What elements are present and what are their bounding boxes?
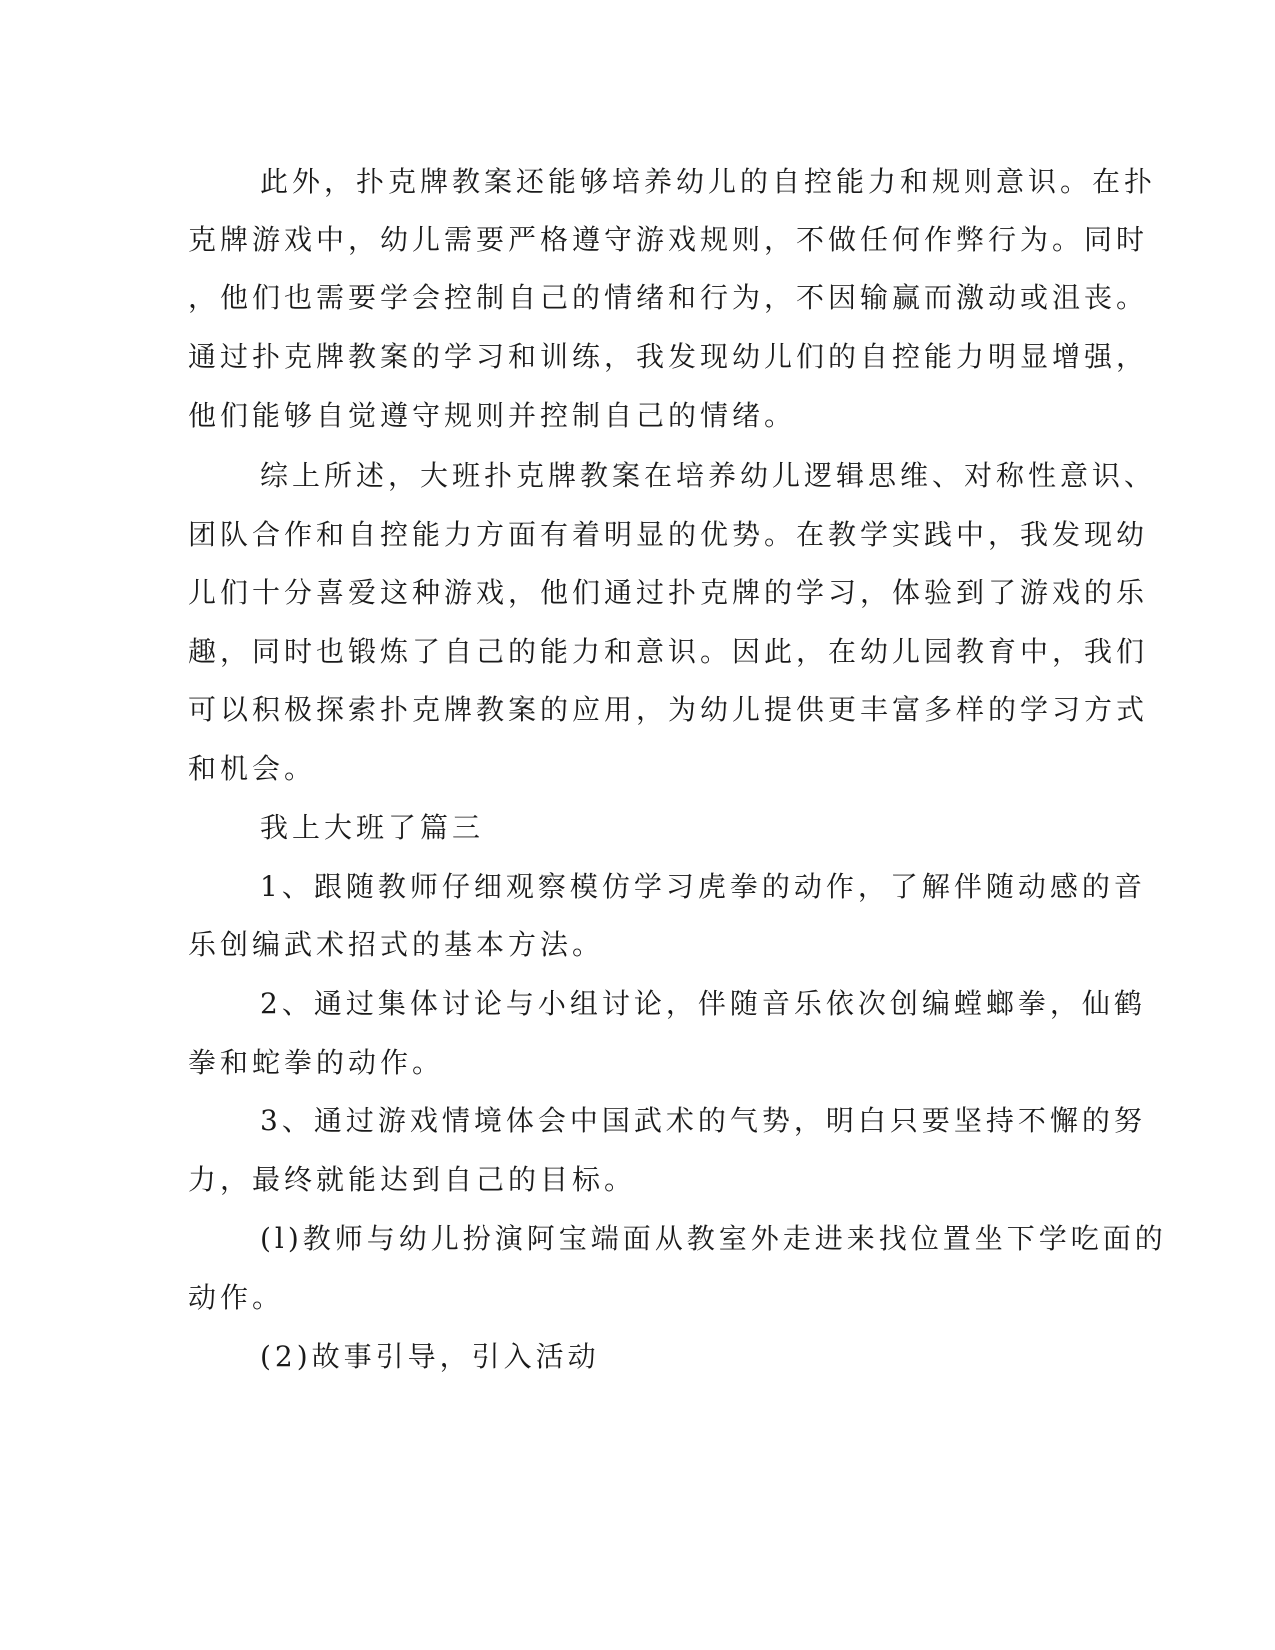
list-item-continuation: 拳和蛇拳的动作。 — [188, 1046, 445, 1079]
list-item: (2)故事引导，引入活动 — [260, 1340, 600, 1373]
paragraph-line: 儿们十分喜爱这种游戏，他们通过扑克牌的学习，体验到了游戏的乐 — [188, 576, 1149, 609]
paragraph-line: 趣，同时也锻炼了自己的能力和意识。因此，在幼儿园教育中，我们 — [188, 635, 1149, 668]
list-item-continuation: 动作。 — [188, 1281, 285, 1314]
list-item-continuation: 力，最终就能达到自己的目标。 — [188, 1163, 637, 1196]
paragraph-line: 团队合作和自控能力方面有着明显的优势。在教学实践中，我发现幼 — [188, 518, 1149, 551]
paragraph-line: 通过扑克牌教案的学习和训练，我发现幼儿们的自控能力明显增强， — [188, 340, 1149, 373]
list-item: 3、通过游戏情境体会中国武术的气势，明白只要坚持不懈的努 — [260, 1104, 1146, 1137]
paragraph-line: ，他们也需要学会控制自己的情绪和行为，不因输赢而激动或沮丧。 — [188, 281, 1149, 314]
section-heading: 我上大班了篇三 — [260, 811, 485, 844]
list-item: (l)教师与幼儿扮演阿宝端面从教室外走进来找位置坐下学吃面的 — [260, 1222, 1167, 1255]
list-item-continuation: 乐创编武术招式的基本方法。 — [188, 928, 605, 961]
paragraph-line: 综上所述，大班扑克牌教案在培养幼儿逻辑思维、对称性意识、 — [260, 459, 1157, 492]
list-item: 2、通过集体讨论与小组讨论，伴随音乐依次创编螳螂拳，仙鹤 — [260, 987, 1146, 1020]
paragraph-line: 可以积极探索扑克牌教案的应用，为幼儿提供更丰富多样的学习方式 — [188, 693, 1149, 726]
list-item: 1、跟随教师仔细观察模仿学习虎拳的动作，了解伴随动感的音 — [260, 870, 1146, 903]
paragraph-line: 此外，扑克牌教案还能够培养幼儿的自控能力和规则意识。在扑 — [260, 165, 1157, 198]
paragraph-line: 和机会。 — [188, 752, 317, 785]
paragraph-line: 克牌游戏中，幼儿需要严格遵守游戏规则，不做任何作弊行为。同时 — [188, 223, 1149, 256]
paragraph-line: 他们能够自觉遵守规则并控制自己的情绪。 — [188, 399, 797, 432]
